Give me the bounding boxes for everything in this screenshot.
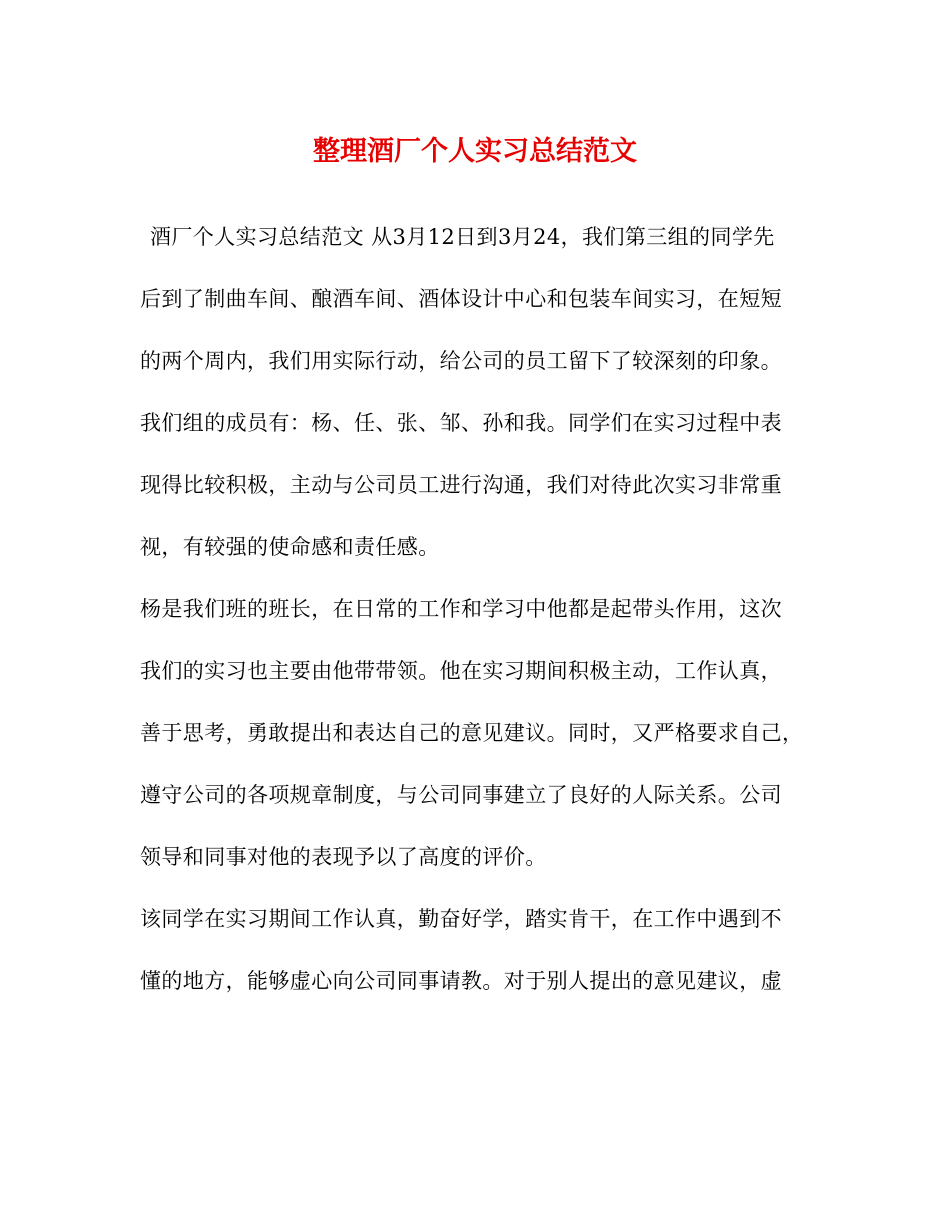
- document-title: 整理酒厂个人实习总结范文: [313, 136, 637, 167]
- text-line: 遵守公司的各项规章制度，与公司同事建立了良好的人际关系。公司: [140, 783, 782, 807]
- text-line: 杨是我们班的班长，在日常的工作和学习中他都是起带头作用，这次: [140, 597, 782, 621]
- text-line: 善于思考，勇敢提出和表达自己的意见建议。同时，又严格要求自己，: [140, 721, 804, 745]
- text-line: 酒厂个人实习总结范文 从3月12日到3月24，我们第三组的同学先: [150, 225, 775, 249]
- text-line: 我们组的成员有：杨、任、张、邹、孙和我。同学们在实习过程中表: [140, 411, 782, 435]
- text-line: 后到了制曲车间、酿酒车间、酒体设计中心和包装车间实习，在短短: [140, 287, 782, 311]
- text-line: 视，有较强的使命感和责任感。: [140, 535, 440, 559]
- text-line: 的两个周内，我们用实际行动，给公司的员工留下了较深刻的印象。: [140, 349, 782, 373]
- document-body: [140, 215, 810, 1021]
- text-line: 懂的地方，能够虚心向公司同事请教。对于别人提出的意见建议，虚: [140, 969, 782, 993]
- text-line: 我们的实习也主要由他带带领。他在实习期间积极主动，工作认真，: [140, 659, 782, 683]
- text-line: 该同学在实习期间工作认真，勤奋好学，踏实肯干，在工作中遇到不: [140, 907, 782, 931]
- text-line: 现得比较积极，主动与公司员工进行沟通，我们对待此次实习非常重: [140, 473, 782, 497]
- text-line: 领导和同事对他的表现予以了高度的评价。: [140, 845, 547, 869]
